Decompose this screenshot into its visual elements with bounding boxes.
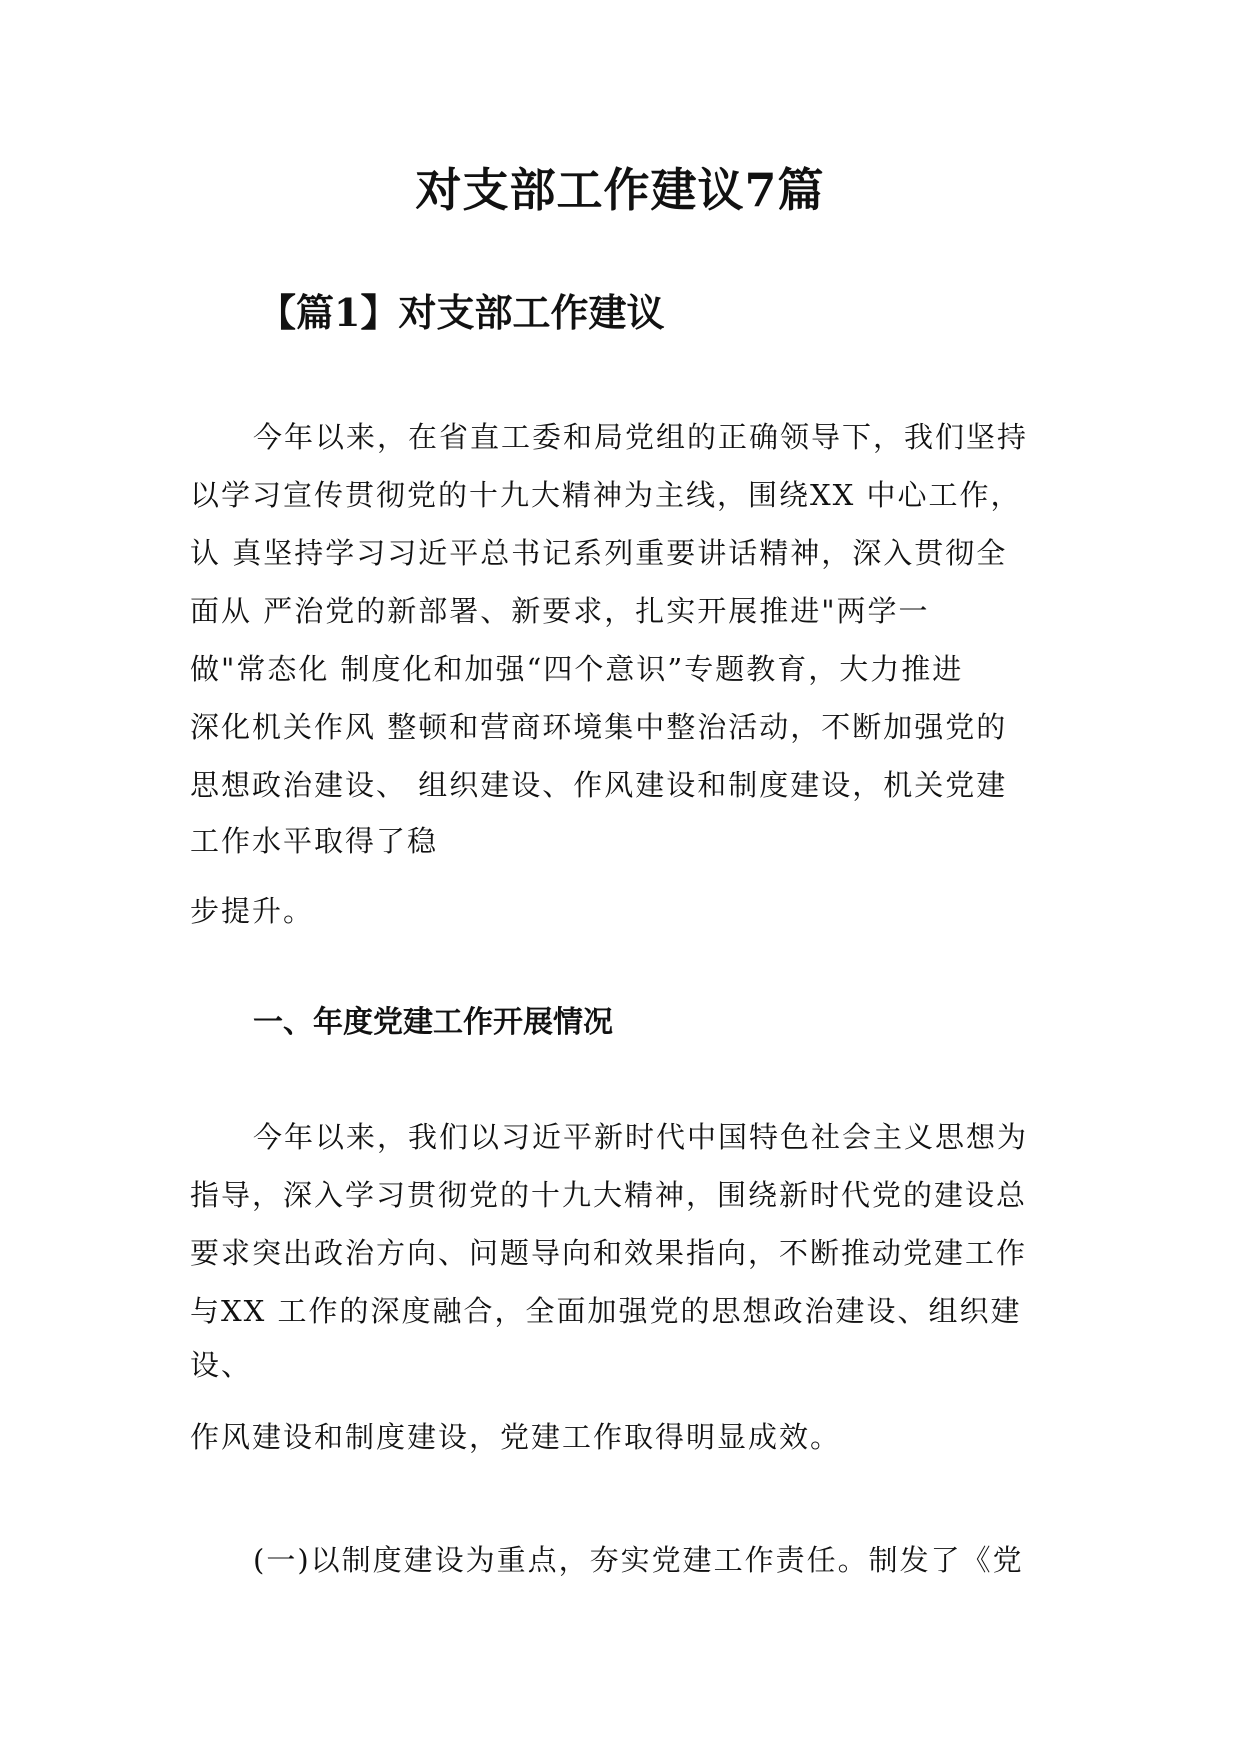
paragraph-line: 认 真坚持学习习近平总书记系列重要讲话精神，深入贯彻全 (190, 536, 1008, 570)
paragraph-line: 深化机关作风 整顿和营商环境集中整治活动，不断加强党的 (190, 710, 1008, 744)
paragraph-line: 指导，深入学习贯彻党的十九大精神，围绕新时代党的建设总 (190, 1178, 1028, 1212)
paragraph-line: 做"常态化 制度化和加强“四个意识”专题教育，大力推进 (190, 652, 964, 686)
paragraph-line: 今年以来，我们以习近平新时代中国特色社会主义思想为 (253, 1120, 1029, 1154)
paragraph-line: 今年以来，在省直工委和局党组的正确领导下，我们坚持 (253, 420, 1029, 454)
paragraph-line: 与XX 工作的深度融合，全面加强党的思想政治建设、组织建 (190, 1294, 1022, 1328)
paragraph-line: 作风建设和制度建设，党建工作取得明显成效。 (190, 1420, 842, 1454)
section-title: 【篇1】对支部工作建议 (258, 290, 665, 335)
section-heading: 一、年度党建工作开展情况 (253, 1005, 613, 1040)
paragraph-line: 要求突出政治方向、问题导向和效果指向，不断推动党建工作 (190, 1236, 1028, 1270)
paragraph-line: 面从 严治党的新部署、新要求，扎实开展推进"两学一 (190, 594, 930, 628)
paragraph-line: (一)以制度建设为重点，夯实党建工作责任。制发了《党 (253, 1543, 1024, 1577)
document-title: 对支部工作建议7篇 (415, 163, 825, 217)
paragraph-line: 工作水平取得了稳 (190, 824, 439, 858)
paragraph-line: 以学习宣传贯彻党的十九大精神为主线，围绕XX 中心工作， (190, 478, 1022, 512)
paragraph-line: 思想政治建设、 组织建设、作风建设和制度建设，机关党建 (190, 768, 1008, 802)
paragraph-line: 步提升。 (190, 894, 315, 928)
paragraph-line: 设、 (190, 1348, 253, 1382)
